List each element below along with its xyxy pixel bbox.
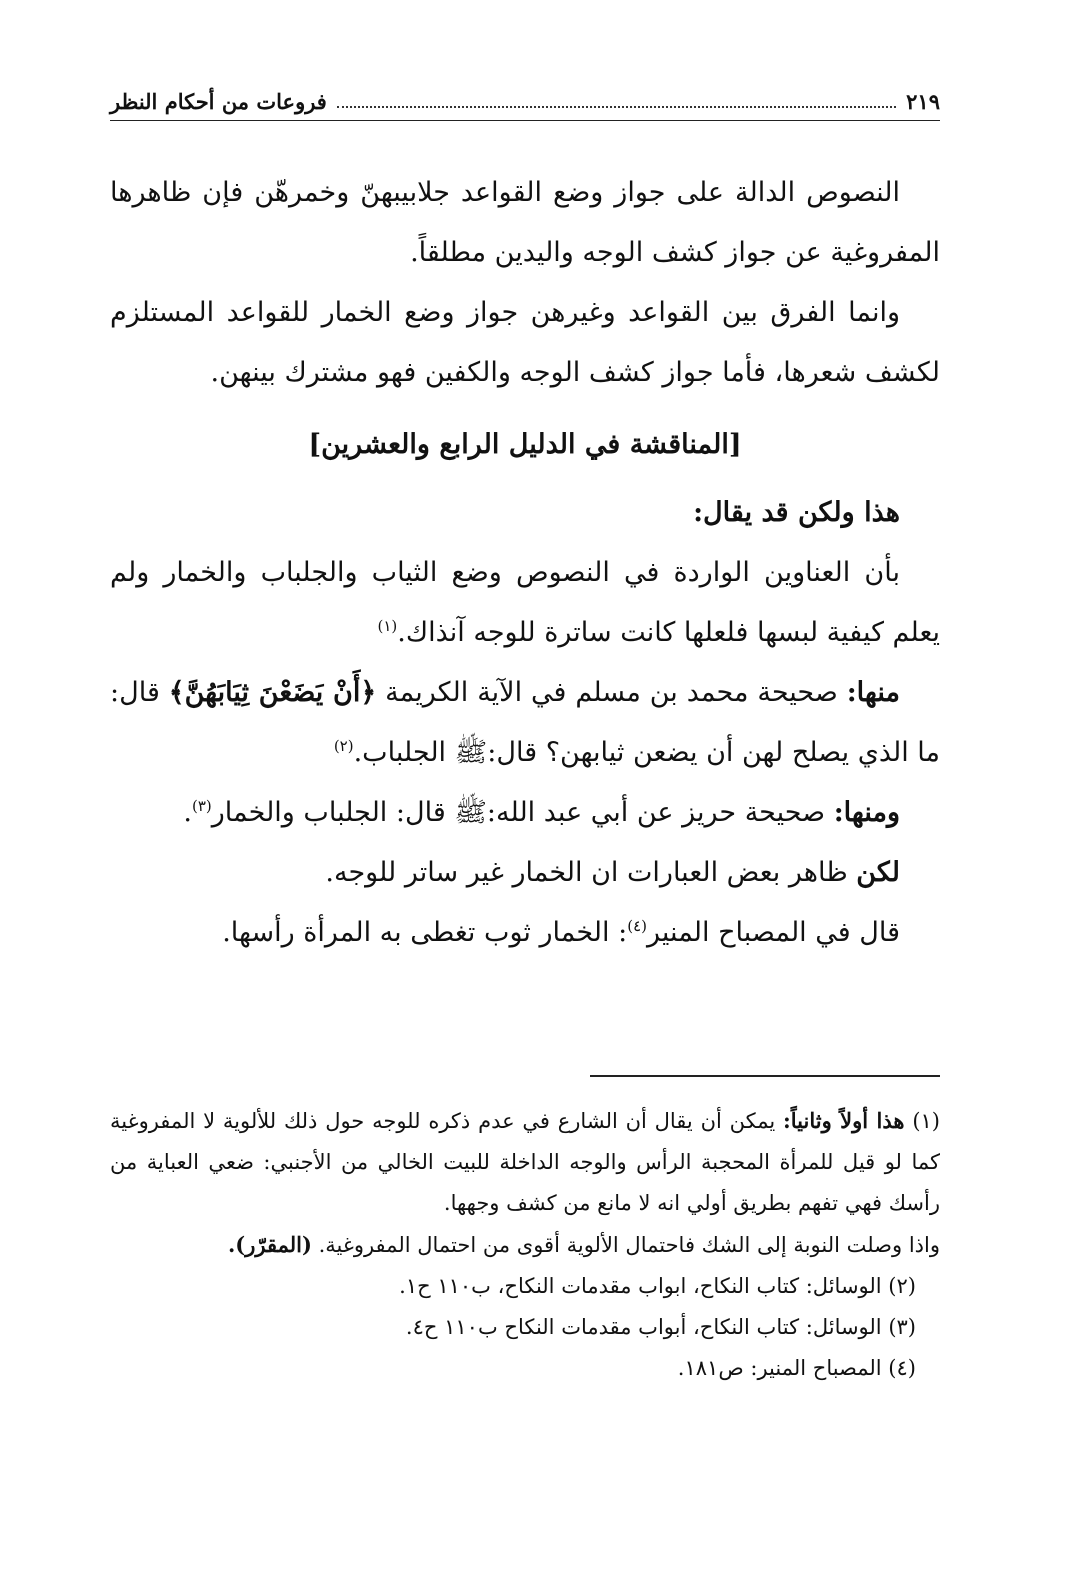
- paragraph-8-b: : الخمار ثوب تغطى به المرأة رأسها.: [222, 917, 628, 948]
- paragraph-7-lead: لكن: [856, 857, 900, 888]
- paragraph-5: [110, 663, 940, 783]
- paragraph-5-lead: منها:: [846, 677, 900, 708]
- footnote-1-continued: [110, 1224, 940, 1266]
- footnote-2: (٢) الوسائل: كتاب النكاح، ابواب مقدمات النكاح، ب١١٠ ح١.: [399, 1274, 916, 1298]
- footnote-ref-4: (٤): [627, 917, 647, 935]
- main-text: [110, 163, 940, 963]
- paragraph-5-rest: قال: ما الذي يصلح لهن أن يضعن ثيابهن؟ قال:ﷺ الجلباب.: [110, 677, 940, 768]
- section-heading: [المناقشة في الدليل الرابع والعشرين]: [308, 429, 742, 460]
- paragraph-2: وانما الفرق بين القواعد وغيرهن جواز وضع الخمار للقواعد المستلزم لكشف شعرها، فأما جواز كشف الوجه والكفين فهو مشترك بينهن.: [110, 297, 940, 388]
- header-dot-leader: [337, 105, 896, 108]
- footnote-separator: [590, 1075, 940, 1077]
- running-title: فروعات من أحكام النظر: [110, 89, 327, 114]
- page-header: [110, 70, 940, 121]
- footnote-ref-1: (١): [377, 617, 398, 635]
- page-number: ٢١٩: [906, 89, 940, 114]
- paragraph-6-text: صحيحة حريز عن أبي عبد الله:ﷺ قال: الجلباب والخمار: [211, 797, 826, 828]
- paragraph-3: هذا ولكن قد يقال:: [693, 497, 900, 528]
- paragraph-8-a: قال في المصباح المنير: [647, 917, 900, 948]
- paragraph-6: ومنها: صحيحة حريز عن أبي عبد الله:ﷺ قال: الجلباب والخمار$^{(٣)}$.: [183, 797, 900, 828]
- footnotes: [110, 1100, 940, 1389]
- paragraph-5-text: صحيحة محمد بن مسلم في الآية الكريمة: [385, 677, 838, 708]
- footnote-4: (٤) المصباح المنير: ص١٨١.: [677, 1356, 916, 1380]
- paragraph-6-lead: ومنها:: [833, 797, 900, 828]
- footnote-1: [110, 1100, 940, 1224]
- quran-verse: ﴿أَنْ يَضَعْنَ ثِيَابَهُنَّ﴾: [168, 677, 377, 708]
- paragraph-8: [110, 903, 940, 963]
- footnote-ref-3: (٣): [191, 797, 212, 815]
- footnote-3: (٣) الوسائل: كتاب النكاح، أبواب مقدمات النكاح ب١١٠ ح٤.: [405, 1315, 916, 1339]
- paragraph-4-text: بأن العناوين الواردة في النصوص وضع الثياب والجلباب والخمار ولم يعلم كيفية لبسها فلعلها كانت ساترة للوجه آنذاك.: [110, 557, 940, 648]
- footnote-1-cont-text: واذا وصلت النوبة إلى الشك فاحتمال الألوية أقوى من احتمال المفروغية.: [318, 1233, 940, 1257]
- book-page: [110, 70, 940, 1550]
- paragraph-4: [110, 543, 940, 663]
- footnote-1-lead: هذا أولاً وثانياً:: [783, 1108, 905, 1133]
- footnote-1-number: (١): [912, 1109, 940, 1133]
- footnote-1-signature: (المقرّر).: [227, 1232, 312, 1257]
- paragraph-1: النصوص الدالة على جواز وضع القواعد جلابيبهنّ وخمرهّن فإن ظاهرها المفروغية عن جواز كشف الوجه واليدين مطلقاً.: [110, 177, 940, 268]
- footnote-1-text: يمكن أن يقال أن الشارع في عدم ذكره للوجه حول ذلك للألوية لا المفروغية كما لو قيل للمرأة المحجبة الرأس والوجه الداخلة للبيت الخالي من الأجنبي: ضعي العباية من رأسك فهي تفهم بطريق أولي انه لا مانع من كشف وجهها.: [110, 1109, 940, 1215]
- paragraph-7-text: ظاهر بعض العبارات ان الخمار غير ساتر للوجه.: [325, 857, 848, 888]
- footnote-ref-2: (٢): [333, 737, 354, 755]
- paragraph-7: [110, 843, 940, 903]
